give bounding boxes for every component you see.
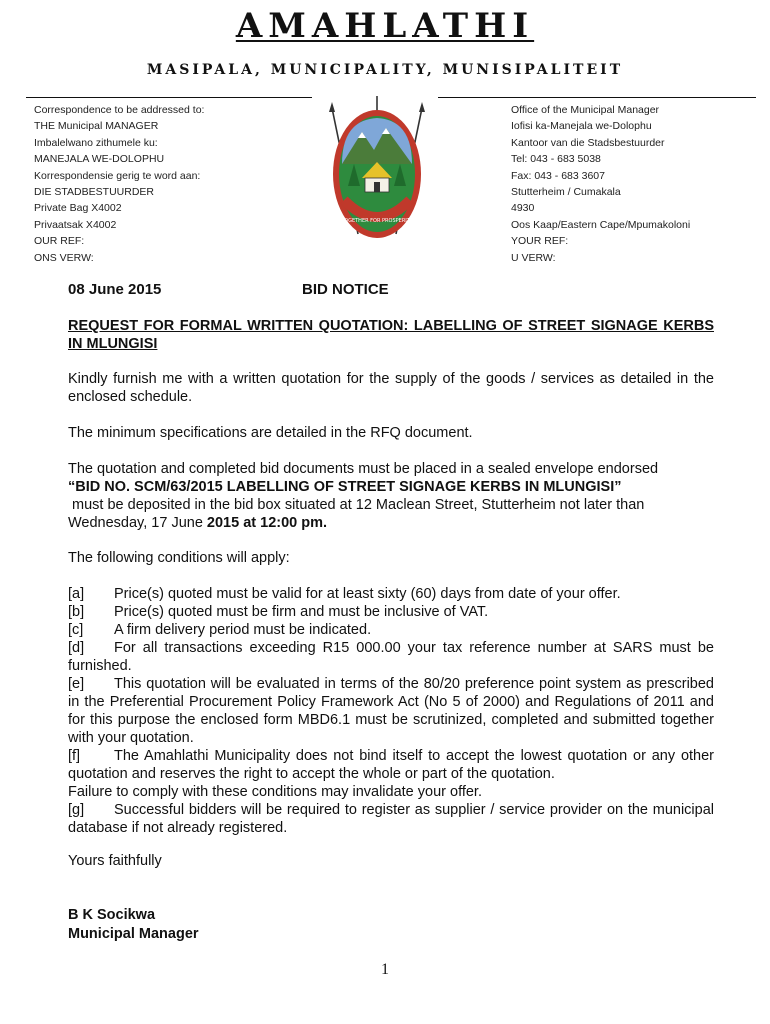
notice-heading: BID NOTICE [302, 281, 389, 298]
address-line: Korrespondensie gerig te word aan: [34, 169, 201, 182]
ons-verw: ONS VERW: [34, 251, 94, 264]
conditions-intro: The following conditions will apply: [68, 550, 290, 566]
bid-number: “BID NO. SCM/63/2015 LABELLING OF STREET SIGNAGE KERBS IN MLUNGISI” [68, 479, 622, 495]
u-verw: U VERW: [511, 251, 556, 264]
address-line: DIE STADBESTUURDER [34, 186, 154, 199]
submission-paragraph [68, 460, 714, 532]
office-line: Office of the Municipal Manager [511, 104, 660, 116]
office-line: Stutterheim / Cumakala [511, 186, 621, 199]
municipality-subtitle: MASIPALA, MUNICIPALITY, MUNISIPALITEIT [146, 62, 624, 78]
office-line: Iofisi ka-Manejala we-Dolophu [511, 120, 652, 133]
condition-item: [d] For all transactions exceeding R15 000.00 your tax reference number at SARS must be furnished. [68, 640, 714, 674]
address-line: Private Bag X4002 [34, 202, 122, 215]
municipality-name: AMAHLATHI [235, 6, 535, 46]
condition-item: [f] The Amahlathi Municipality does not bind itself to accept the lowest quotation or any other quotation and reserves the right to accept the whole or part of the quotation. [68, 748, 714, 782]
submission-intro: The quotation and completed bid documents must be placed in a sealed envelope endorsed [68, 461, 659, 477]
submission-deposit: must be deposited in the bid box situated at 12 Maclean Street, Stutterheim not later than [68, 497, 645, 513]
your-ref: YOUR REF: [511, 235, 569, 248]
signature-block [68, 906, 199, 944]
address-line: MANEJALA WE-DOLOPHU [34, 153, 165, 166]
municipal-crest-icon [318, 94, 436, 254]
closing-salutation: Yours faithfully [68, 853, 162, 869]
office-fax: Fax: 043 - 683 3607 [511, 169, 605, 182]
signer-name: B K Socikwa [68, 907, 156, 923]
address-line: Correspondence to be addressed to: [34, 104, 205, 116]
correspondence-block [34, 102, 314, 266]
notice-date: 08 June 2015 [68, 281, 162, 298]
office-block [511, 102, 761, 266]
address-line: Imbalelwano zithumele ku: [34, 136, 158, 149]
condition-item: [b] Price(s) quoted must be firm and must be inclusive of VAT. [68, 604, 489, 620]
address-line: Privaatsak X4002 [34, 218, 117, 231]
request-title: REQUEST FOR FORMAL WRITTEN QUOTATION: LABELLING OF STREET SIGNAGE KERBS IN MLUNGISI [68, 318, 714, 352]
office-tel: Tel: 043 - 683 5038 [511, 153, 601, 166]
intro-paragraph: Kindly furnish me with a written quotation for the supply of the goods / services as detailed in the enclosed schedule. [68, 371, 714, 405]
condition-item: [e] This quotation will be evaluated in terms of the 80/20 preference point system as prescribed in the Preferential Procurement Policy Framework Act (No 5 of 2000) and Regulations of 2011 and for this purpose the enclosed form MBD6.1 must be scrutinized, completed and submitted together with your quotation. [68, 676, 714, 746]
page-number: 1 [381, 961, 389, 978]
office-line: Kantoor van die Stadsbestuurder [511, 136, 665, 149]
our-ref: OUR REF: [34, 235, 85, 248]
crest-motto: TOGETHER FOR PROSPERITY [341, 218, 413, 224]
header-rule-left [26, 97, 312, 98]
condition-item: [a] Price(s) quoted must be valid for at least sixty (60) days from date of your offer. [68, 586, 621, 602]
signer-title: Municipal Manager [68, 926, 199, 942]
office-postcode: 4930 [511, 202, 535, 215]
office-line: Oos Kaap/Eastern Cape/Mpumakoloni [511, 218, 691, 231]
address-line: THE Municipal MANAGER [34, 120, 159, 133]
condition-note: Failure to comply with these conditions may invalidate your offer. [68, 784, 482, 800]
header-rule-right [438, 97, 756, 98]
submission-deadline: Wednesday, 17 June 2015 at 12:00 pm. [68, 515, 328, 531]
condition-item: [c] A firm delivery period must be indicated. [68, 622, 372, 638]
conditions-list [68, 585, 714, 837]
condition-item: [g] Successful bidders will be required to register as supplier / service provider on the municipal database if not already registered. [68, 802, 714, 836]
specifications-paragraph: The minimum specifications are detailed in the RFQ document. [68, 425, 473, 441]
